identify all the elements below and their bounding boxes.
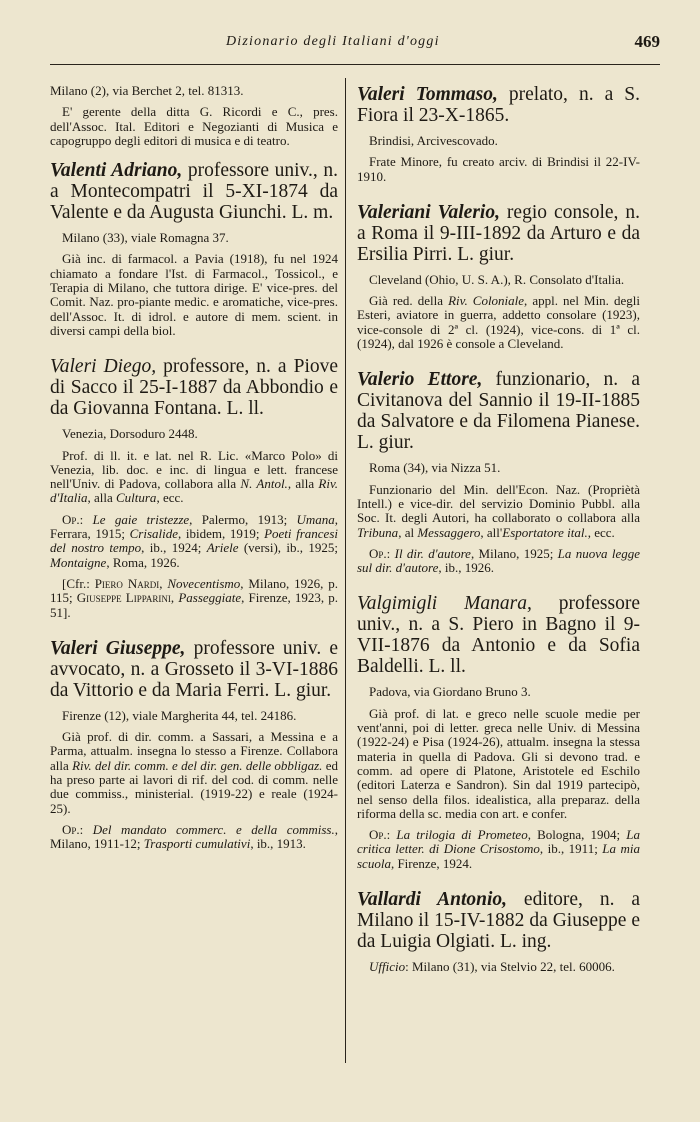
- entry-heading: [357, 369, 640, 453]
- entry-heading: [357, 889, 640, 952]
- entry-bio: Già prof. di lat. e greco nelle scuole medie per vent'anni, poi di letter. greca nelle Univ. di Messina (1922-24) e Pisa (1924-26), attualm. insegna la stessa materia in quella di Padova. Gli si devono trad. e comm. ad opere di Platone, Aristotele ed Eschilo (editori Laterza e Sandron). Sin dal 1919 partecipò, nel senso della filos. idealistica, alla preparaz. della riforma della sc. media con art. e confer.: [357, 705, 640, 821]
- entry-heading: [50, 356, 338, 419]
- entry-bio: Già prof. di dir. comm. a Sassari, a Messina e a Parma, attualm. insegna lo stesso a Firenze. Collabora alla Riv. del dir. comm. e del dir. gen. delle obbligaz. ed ha preso parte ai lavori di rif. del cod. di comm. nelle due commiss., ministerial. (1919-22) e reale (1924-25).: [50, 729, 339, 816]
- entry-works: Op.: La trilogia di Prometeo, Bologna, 1904; La critica letter. di Dione Crisostomo, ib., 1911; La mia scuola, Firenze, 1924.: [357, 827, 641, 871]
- entry-name: Valgimigli Manara,: [357, 593, 532, 615]
- entry-references: [Cfr.: Piero Nardi, Novecentismo, Milano, 1926, p. 115; Giuseppe Lipparini, Passeggiate, Firenze, 1923, p. 51].: [50, 575, 339, 620]
- entry-valeri-giuseppe: [50, 638, 338, 852]
- entry-name: Valenti Adriano,: [50, 160, 183, 182]
- entry-address: Brindisi, Arcivescovado.: [369, 133, 498, 148]
- entry-heading: [357, 593, 640, 677]
- entry-heading-text: professore, n. a Piove di Sacco il 25-I-1887 da Abbondio e da Giovanna Fontana. L. ll.: [50, 356, 339, 420]
- running-header: [50, 34, 660, 60]
- entry-name: Valeri Tommaso,: [357, 84, 498, 105]
- entry-continuation: [50, 84, 338, 148]
- entry-name: Valeri Giuseppe,: [50, 637, 186, 659]
- entry-bio: E' gerente della ditta G. Ricordi e C., pres. dell'Assoc. Ital. Editori e Negozianti di Musica e capogruppo degli editori di musica e di teatro.: [50, 104, 338, 148]
- entry-address: Roma (34), via Nizza 51.: [369, 460, 501, 476]
- entry-heading: [50, 160, 338, 223]
- entry-bio: Funzionario del Min. dell'Econ. Naz. (Propriètà Intell.) e vice-dir. del servizio Dominio Pubbl. alla Soc. It. degli Autori, ha collaborato o collabora alla Tribuna, al Messaggero, all'Esportatore ital., ecc.: [357, 481, 640, 540]
- entry-name: Valeriani Valerio,: [357, 201, 500, 223]
- left-column: [50, 84, 338, 870]
- entry-bio: Già red. della Riv. Coloniale, appl. nel Min. degli Esteri, aviatore in guerra, addetto consolare (1923), vice-console di 2ª cl. (1924), vice-cons. di 1ª cl. (1924), dal 1926 è console a Cleveland.: [357, 293, 640, 352]
- entry-name: Vallardi Antonio,: [357, 889, 508, 911]
- entry-heading-text: professore univ., n. a S. Piero in Bagno il 9-VII-1876 da Antonio e da Sofia Baldelli. L. ll.: [357, 593, 640, 678]
- running-title: Dizionario degli Italiani d'oggi: [226, 34, 440, 49]
- right-column: [357, 84, 640, 992]
- entry-valeriani-valerio: [357, 202, 640, 351]
- entry-heading-text: professore univ., n. a Montecompatri il 5-XI-1874 da Valente e da Augusta Giunchi. L. m.: [50, 160, 339, 224]
- entry-works: Op.: Il dir. d'autore, Milano, 1925; La nuova legge sul dir. d'autore, ib., 1926.: [357, 545, 640, 576]
- entry-address: Firenze (12), viale Margherita 44, tel. 24186.: [62, 707, 297, 723]
- entry-heading: [50, 638, 338, 701]
- entry-name: Valerio Ettore,: [357, 369, 483, 391]
- entry-heading-text: regio console, n. a Roma il 9-III-1892 da Arturo e da Ersilia Pirri. L. giur.: [357, 201, 640, 265]
- entry-works: Op.: Le gaie tristezze, Palermo, 1913; Umana, Ferrara, 1915; Crisalide, ibidem, 1919; Poeti francesi del nostro tempo, ib., 1924; Ariele (versi), ib., 1925; Montaigne, Roma, 1926.: [50, 511, 339, 570]
- entry-valeri-diego: [50, 356, 338, 620]
- header-rule: [50, 64, 660, 65]
- entry-address: Milano (33), viale Romagna 37.: [62, 230, 229, 246]
- entry-address: Cleveland (Ohio, U. S. A.), R. Consolato d'Italia.: [369, 271, 625, 287]
- column-divider: [345, 78, 346, 1063]
- page-number: 469: [634, 32, 660, 51]
- entry-bio: Prof. di ll. it. e lat. nel R. Lic. «Marco Polo» di Venezia, lib. doc. e inc. di lingua e lett. francese nell'Univ. di Padova, collabora alla N. Antol., alla Riv. d'Italia, alla Cultura, ecc.: [50, 447, 339, 506]
- entry-heading: [357, 202, 640, 265]
- entry-works: Op.: Del mandato commerc. e della commiss., Milano, 1911-12; Trasporti cumulativi, ib., 1913.: [50, 821, 338, 852]
- entry-name: Valeri Diego,: [50, 356, 157, 378]
- entry-heading-text: funzionario, n. a Civitanova del Sannio il 19-II-1885 da Salvatore e da Filomena Pianese. L. giur.: [357, 369, 640, 454]
- entry-heading-text: prelato, n. a S. Fiora il 23-X-1865.: [357, 84, 640, 126]
- entry-heading: [357, 84, 640, 126]
- entry-vallardi-antonio: [357, 889, 640, 974]
- entry-heading-text: editore, n. a Milano il 15-IV-1882 da Giuseppe e da Luigia Olgiati. L. ing.: [357, 889, 641, 953]
- entry-address: Milano (2), via Berchet 2, tel. 81313.: [50, 83, 244, 98]
- entry-address: Ufficio: Milano (31), via Stelvio 22, tel. 60006.: [369, 959, 615, 975]
- entry-address: Padova, via Giordano Bruno 3.: [369, 684, 531, 700]
- entry-bio: Frate Minore, fu creato arciv. di Brindisi il 22-IV-1910.: [357, 154, 640, 184]
- entry-heading-text: professore univ. e avvocato, n. a Grosseto il 3-VI-1886 da Vittorio e da Maria Ferri. L. giur.: [50, 637, 339, 701]
- entry-valeri-tommaso: [357, 84, 640, 184]
- entry-valenti-adriano: [50, 160, 338, 338]
- entry-address: Venezia, Dorsoduro 2448.: [62, 426, 198, 442]
- entry-bio: Già inc. di farmacol. a Pavia (1918), fu nel 1924 chiamato a fondare l'Ist. di Farmacol., Tossicol., e Terapia di Milano, che tuttora dirige. E' vice-pres. del Comit. Naz. pro-piante medic. e aromatiche, vice-pres. dell'Assoc. It. di idrol. e autore di mem. scient. in diversi campi della biol.: [50, 251, 338, 338]
- entry-valgimigli-manara: [357, 593, 640, 871]
- entry-valerio-ettore: [357, 369, 640, 575]
